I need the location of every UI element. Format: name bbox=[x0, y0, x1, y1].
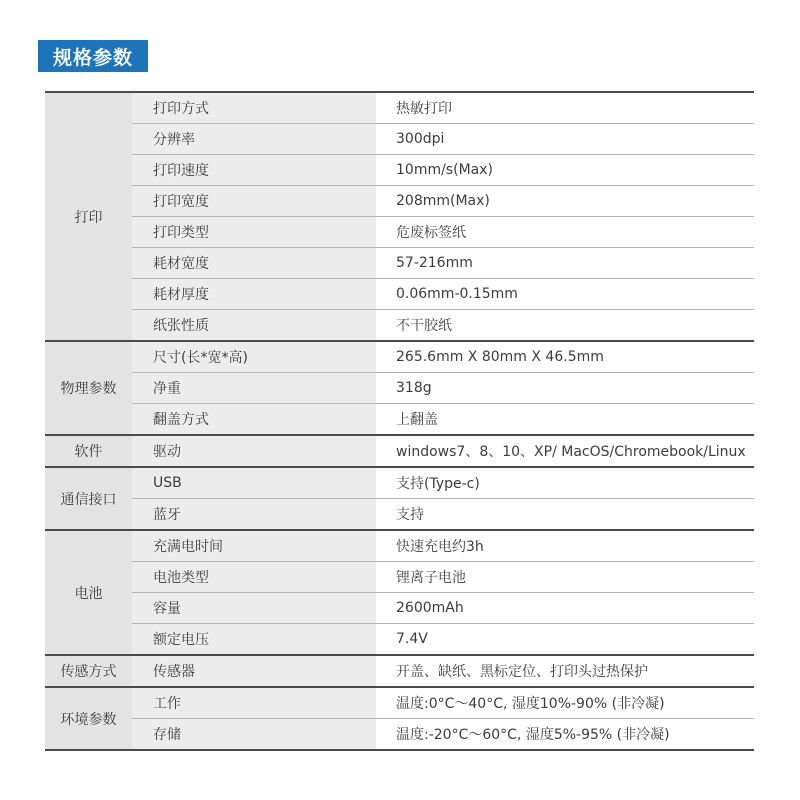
spec-group bbox=[45, 466, 754, 529]
table-row bbox=[132, 216, 754, 247]
spec-group bbox=[45, 340, 754, 434]
group-rows bbox=[132, 436, 754, 466]
spec-value: 0.06mm-0.15mm bbox=[396, 286, 518, 302]
spec-value: 支持(Type-c) bbox=[396, 476, 480, 492]
spec-key: 纸张性质 bbox=[132, 310, 376, 340]
table-row bbox=[132, 278, 754, 309]
spec-key: 存储 bbox=[132, 719, 376, 749]
group-rows bbox=[132, 688, 754, 749]
table-row bbox=[132, 468, 754, 498]
table-row bbox=[132, 623, 754, 654]
table-row bbox=[132, 436, 754, 466]
spec-value: 开盖、缺纸、黑标定位、打印头过热保护 bbox=[396, 664, 648, 680]
group-rows bbox=[132, 656, 754, 686]
group-label: 打印 bbox=[45, 93, 132, 340]
group-label: 传感方式 bbox=[45, 656, 132, 686]
spec-value: 不干胶纸 bbox=[396, 318, 452, 334]
spec-key: 打印类型 bbox=[132, 217, 376, 247]
table-row bbox=[132, 372, 754, 403]
spec-value: 温度:-20°C～60°C, 湿度5%-95% (非冷凝) bbox=[396, 727, 670, 743]
spec-table bbox=[45, 91, 754, 751]
spec-key: 工作 bbox=[132, 688, 376, 718]
spec-key: 容量 bbox=[132, 593, 376, 623]
spec-key: 打印速度 bbox=[132, 155, 376, 185]
page-title: 规格参数 bbox=[38, 40, 148, 72]
spec-value: 2600mAh bbox=[396, 600, 464, 616]
spec-key: 翻盖方式 bbox=[132, 404, 376, 434]
spec-value: 热敏打印 bbox=[396, 101, 452, 117]
spec-value: 318g bbox=[396, 380, 432, 396]
spec-group bbox=[45, 686, 754, 751]
spec-group bbox=[45, 434, 754, 466]
table-row bbox=[132, 561, 754, 592]
spec-key: 打印宽度 bbox=[132, 186, 376, 216]
group-rows bbox=[132, 342, 754, 434]
group-rows bbox=[132, 468, 754, 529]
spec-value: windows7、8、10、XP/ MacOS/Chromebook/Linux bbox=[396, 444, 746, 460]
spec-value: 快速充电约3h bbox=[396, 539, 484, 555]
group-label: 环境参数 bbox=[45, 688, 132, 749]
spec-value: 锂离子电池 bbox=[396, 570, 466, 586]
table-row bbox=[132, 247, 754, 278]
spec-value: 危废标签纸 bbox=[396, 225, 466, 241]
spec-group bbox=[45, 654, 754, 686]
spec-group bbox=[45, 91, 754, 340]
group-label: 通信接口 bbox=[45, 468, 132, 529]
spec-key: 额定电压 bbox=[132, 624, 376, 654]
spec-key: 充满电时间 bbox=[132, 531, 376, 561]
table-row bbox=[132, 403, 754, 434]
spec-key: 净重 bbox=[132, 373, 376, 403]
group-label: 电池 bbox=[45, 531, 132, 654]
spec-key: 耗材厚度 bbox=[132, 279, 376, 309]
spec-key: USB bbox=[132, 468, 376, 498]
spec-key: 传感器 bbox=[132, 656, 376, 686]
spec-key: 耗材宽度 bbox=[132, 248, 376, 278]
spec-value: 支持 bbox=[396, 507, 424, 523]
table-row bbox=[132, 498, 754, 529]
spec-value: 温度:0°C～40°C, 湿度10%-90% (非冷凝) bbox=[396, 696, 665, 712]
table-row bbox=[132, 656, 754, 686]
spec-value: 300dpi bbox=[396, 131, 445, 147]
table-row bbox=[132, 718, 754, 749]
spec-value: 57-216mm bbox=[396, 255, 473, 271]
group-label: 软件 bbox=[45, 436, 132, 466]
table-row bbox=[132, 531, 754, 561]
group-rows bbox=[132, 531, 754, 654]
spec-value: 10mm/s(Max) bbox=[396, 162, 493, 178]
table-row bbox=[132, 342, 754, 372]
spec-group bbox=[45, 529, 754, 654]
group-rows bbox=[132, 93, 754, 340]
spec-value: 265.6mm X 80mm X 46.5mm bbox=[396, 349, 604, 365]
spec-key: 尺寸(长*宽*高) bbox=[132, 342, 376, 372]
table-row bbox=[132, 123, 754, 154]
table-row bbox=[132, 592, 754, 623]
spec-value: 上翻盖 bbox=[396, 412, 438, 428]
spec-key: 驱动 bbox=[132, 436, 376, 466]
table-row bbox=[132, 93, 754, 123]
spec-value: 208mm(Max) bbox=[396, 193, 490, 209]
table-row bbox=[132, 185, 754, 216]
table-row bbox=[132, 154, 754, 185]
spec-key: 分辨率 bbox=[132, 124, 376, 154]
spec-key: 打印方式 bbox=[132, 93, 376, 123]
group-label: 物理参数 bbox=[45, 342, 132, 434]
table-row bbox=[132, 688, 754, 718]
table-row bbox=[132, 309, 754, 340]
spec-value: 7.4V bbox=[396, 631, 428, 647]
spec-key: 电池类型 bbox=[132, 562, 376, 592]
spec-key: 蓝牙 bbox=[132, 499, 376, 529]
